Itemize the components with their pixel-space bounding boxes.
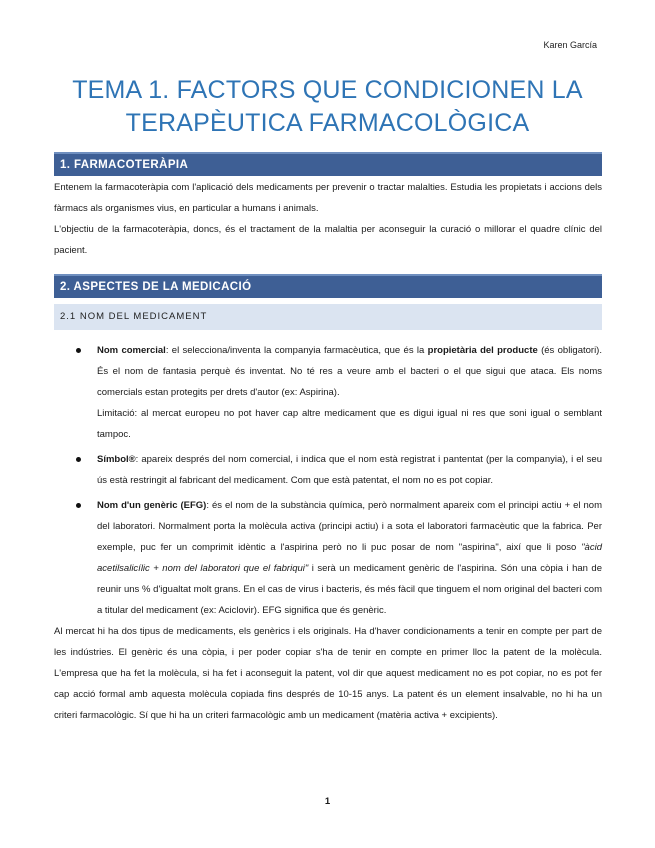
bullet-icon (76, 457, 81, 462)
bullet-text: Nom comercial: el selecciona/inventa la companyia farmacèutica, que és la propietària del producte (és obligatori). És el nom de fantasia perquè és inventat. No té res a veure amb el bacteri o el que sigui que ataca. Els noms comercials estan protegits per drets d'autor (ex: Aspirina). (97, 345, 602, 398)
list-item-simbol (54, 449, 602, 491)
bullet-icon (76, 503, 81, 508)
bullet-text: Nom d'un genèric (EFG): és el nom de la substància química, però normalment apareix com el principi actiu + el nom del laboratori. Normalment porta la molècula activa (principi actiu) i a sota el laboratori farmacèutic que la fabrica. Per exemple, puc fer un comprimit idèntic a l'aspirina però no li puc posar de nom "aspirina", així que li poso "àcid acetilsalicílic + nom del laboratori que el fabriqui" i serà un medicament genèric de l'aspirina. Són una còpia i han de reunir uns % d'igualtat molt grans. En el cas de virus i bacteris, és més fàcil que tinguem el nom original del bacteri com a titular del medicament (ex: Aciclovir). EFG significa que és genèric. (97, 500, 602, 616)
document-title (40, 74, 615, 140)
title-line-1: TEMA 1. FACTORS QUE CONDICIONEN LA (72, 76, 583, 104)
list-item-generic (54, 495, 602, 621)
bullet-icon (76, 348, 81, 353)
term-generic: Nom d'un genèric (EFG) (97, 500, 207, 511)
term-nom-comercial: Nom comercial (97, 345, 166, 356)
title-line-2: TERAPÈUTICA FARMACOLÒGICA (125, 109, 530, 137)
emphasis-propietaria: propietària del producte (427, 345, 538, 356)
subsection-heading-nom: 2.1 NOM DEL MEDICAMENT (54, 304, 602, 330)
section-heading-aspectes: 2. ASPECTES DE LA MEDICACIÓ (54, 274, 602, 298)
example-italic: "àcid acetilsalicílic + nom del laboratori que el fabriqui" (97, 542, 602, 574)
term-simbol: Símbol® (97, 454, 136, 465)
paragraph-market: Al mercat hi ha dos tipus de medicaments, els genèrics i els originals. Ha d'haver condicionaments a tenir en compte per part de les indústries. El genèric és una còpia, i per poder copiar s'ha de tenir en compte en primer lloc la patent de la molècula. L'empresa que ha fet la molècula, si ha fet i aconseguit la patent, vol dir que aquest medicament no es pot copiar, no es pot fer cap acció formal amb aquesta molècula copiada fins després de 10-15 anys. La patent és un element insalvable, no hi ha un criteri farmacològic. Sí que hi ha un criteri farmacològic amb un medicament (matèria activa + excipients). (54, 626, 602, 721)
bullet-text: Símbol®: apareix després del nom comercial, i indica que el nom està registrat i pantentat (per la companyia), i el seu ús està restringit al fabricant del medicament. Com que està patentat, el nom no es pot copiar. (97, 454, 602, 486)
section-heading-farmacoterapia: 1. FARMACOTERÀPIA (54, 152, 602, 176)
document-body (54, 152, 602, 726)
paragraph-definition: Entenem la farmacoteràpia com l'aplicació dels medicaments per prevenir o tractar malalties. Estudia les propietats i accions dels fàrmacs als organismes vius, en particular a humans i animals. (54, 182, 602, 214)
paragraph-objective: L'objectiu de la farmacoteràpia, doncs, és el tractament de la malaltia per aconseguir la curació o millorar el quadre clínic del pacient. (54, 224, 602, 256)
bullet-limitation: Limitació: al mercat europeu no pot haver cap altre medicament que es digui igual ni res que soni igual o semblant tampoc. (97, 408, 602, 440)
list-item-nom-comercial (54, 340, 602, 445)
page-number: 1 (324, 796, 331, 807)
header-author: Karen García (543, 40, 597, 50)
medicine-name-list (54, 340, 602, 621)
